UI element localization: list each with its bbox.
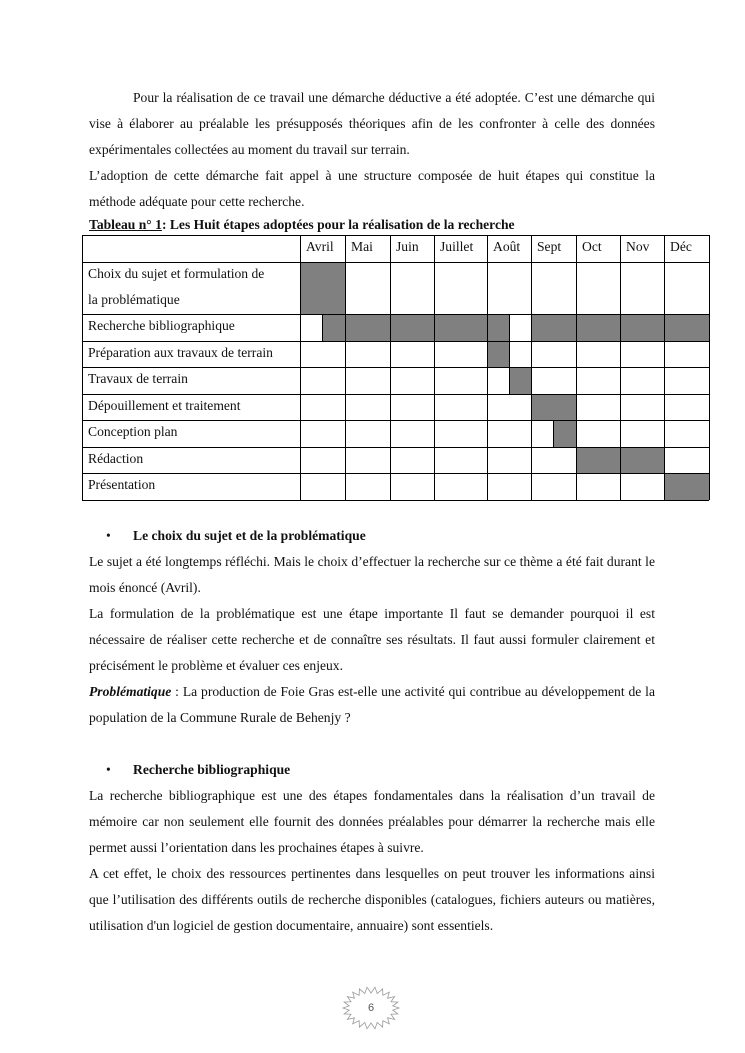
month-header: Oct <box>582 239 602 254</box>
col-divider <box>82 235 83 500</box>
row-label: Recherche bibliographique <box>88 318 235 333</box>
col-divider <box>300 235 301 500</box>
problem-text: : La production de Foie Gras est-elle une activité qui contribue au développement de la population de la Commune Rurale de Behenjy ? <box>89 684 655 725</box>
row-label: Travaux de terrain <box>88 371 188 386</box>
col-divider <box>390 235 391 500</box>
paragraph: La recherche bibliographique est une des étapes fondamentales dans la réalisation d’un travail de mémoire car non seulement elle fournit des données préalables pour démarrer la recherche mais elle permet aussi l’orientation dans les prochaines étapes à suivre. <box>89 788 655 855</box>
gantt-bar <box>487 341 509 367</box>
row-label: la problématique <box>88 292 180 307</box>
row-divider <box>82 447 709 448</box>
col-divider <box>620 235 621 500</box>
page-number-badge <box>341 985 401 1031</box>
row-label: Rédaction <box>88 451 144 466</box>
table-caption <box>89 215 515 235</box>
section-heading <box>89 523 655 549</box>
paragraph: La formulation de la problématique est une étape importante Il faut se demander pourquoi il est nécessaire de réaliser cette recherche et de connaître ses résultats. Il faut aussi formuler clairement et précisément le problème et évaluer ces enjeux. <box>89 606 655 673</box>
table-caption-title: : Les Huit étapes adoptées pour la réalisation de la recherche <box>161 217 515 232</box>
gantt-table <box>82 235 710 500</box>
section-choix-sujet <box>89 523 655 731</box>
col-divider <box>709 235 710 500</box>
paragraph: A cet effet, le choix des ressources pertinentes dans lesquelles on peut trouver les informations ainsi que l’utilisation des différents outils de recherche disponibles (catalogues, fichiers auteurs ou matières, utilisation d'un logiciel de gestion documentaire, annuaire) sont essentiels. <box>89 866 655 933</box>
row-divider <box>82 235 709 236</box>
gantt-bar <box>323 314 510 341</box>
month-header: Mai <box>351 239 373 254</box>
row-label: Dépouillement et traitement <box>88 398 241 413</box>
half-month-divider <box>509 314 510 394</box>
col-divider <box>576 235 577 500</box>
row-divider <box>82 420 709 421</box>
gantt-bar <box>300 262 345 314</box>
month-header: Juillet <box>440 239 474 254</box>
col-divider <box>434 235 435 500</box>
intro-paragraph-2: L’adoption de cette démarche fait appel à une structure composée de huit étapes qui constitue la méthode adéquate pour cette recherche. <box>89 168 655 209</box>
row-divider <box>82 367 709 368</box>
problem-statement <box>89 679 655 731</box>
section-heading-text: Recherche bibliographique <box>133 762 291 777</box>
month-header: Avril <box>306 239 334 254</box>
intro-section <box>89 85 655 215</box>
intro-paragraph-1: Pour la réalisation de ce travail une démarche déductive a été adoptée. C’est une démarche qui vise à élaborer au préalable les présupposés théoriques afin de les confronter à celle des données expérimentales collectées au moment du travail sur terrain. <box>89 90 655 157</box>
row-divider <box>82 500 709 501</box>
half-month-divider <box>322 314 323 341</box>
row-divider <box>82 314 709 315</box>
row-label: Préparation aux travaux de terrain <box>88 345 273 360</box>
gantt-bar <box>509 367 531 394</box>
half-month-divider <box>553 420 554 447</box>
gantt-bar <box>664 473 709 500</box>
row-label: Présentation <box>88 477 156 492</box>
col-divider <box>531 235 532 500</box>
page-number: 6 <box>367 1002 375 1014</box>
paragraph: Le sujet a été longtemps réfléchi. Mais le choix d’effectuer la recherche sur ce thème a été fait durant le mois énoncé (Avril). <box>89 554 655 595</box>
row-divider <box>82 262 709 263</box>
month-header: Sept <box>537 239 562 254</box>
month-header: Juin <box>396 239 419 254</box>
month-header: Nov <box>626 239 650 254</box>
row-label: Conception plan <box>88 424 178 439</box>
gantt-bar <box>531 394 576 420</box>
section-heading-text: Le choix du sujet et de la problématique <box>133 528 366 543</box>
bullet-icon: • <box>106 528 111 543</box>
row-divider <box>82 394 709 395</box>
col-divider <box>487 235 488 500</box>
month-header: Août <box>493 239 521 254</box>
row-divider <box>82 473 709 474</box>
row-label: Choix du sujet et formulation de <box>88 266 265 281</box>
section-heading <box>89 757 655 783</box>
problem-label: Problématique <box>89 684 172 699</box>
bullet-icon: • <box>106 762 111 777</box>
gantt-bar <box>554 420 577 447</box>
col-divider <box>345 235 346 500</box>
table-caption-label: Tableau n° 1 <box>89 217 162 232</box>
col-divider <box>664 235 665 500</box>
month-header: Déc <box>670 239 692 254</box>
section-recherche-biblio <box>89 757 655 939</box>
row-divider <box>82 341 709 342</box>
